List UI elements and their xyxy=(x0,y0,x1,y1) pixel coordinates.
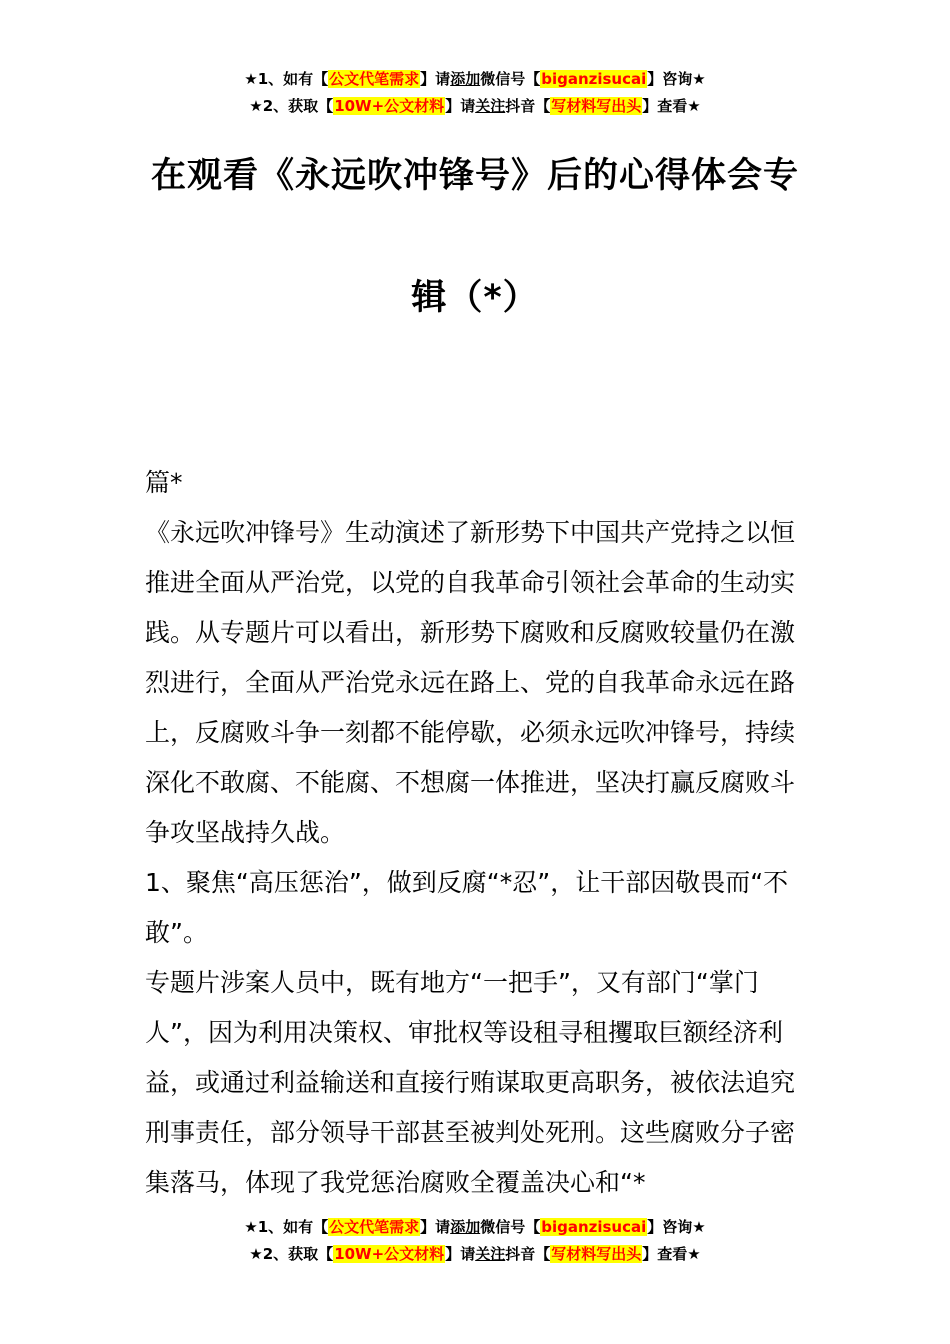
banner-text: 】查看★ xyxy=(642,1245,701,1263)
banner-text: 】咨询★ xyxy=(647,1218,706,1236)
banner-text: 】咨询★ xyxy=(647,70,706,88)
banner-text: ★2、获取【 xyxy=(249,1245,334,1263)
banner-highlight: biganzisucai xyxy=(541,70,647,88)
banner-underline: 添加 xyxy=(450,1218,481,1236)
banner-text: 】请 xyxy=(445,1245,476,1263)
banner-underline: 关注 xyxy=(475,1245,506,1263)
banner-text: 抖音【 xyxy=(505,97,551,115)
paragraph: 专题片涉案人员中，既有地方“一把手”，又有部门“掌门人”，因为利用决策权、审批权等设租寻租攫取巨额经济利益，或通过利益输送和直接行贿谋取更高职务，被依法追究刑事责任，部分领导干部甚至被判处死刑。这些腐败分子密集落马，体现了我党惩治腐败全覆盖决心和“* xyxy=(145,968,796,1197)
paragraph: 《永远吹冲锋号》生动演述了新形势下中国共产党持之以恒推进全面从严治党，以党的自我革命引领社会革命的生动实践。从专题片可以看出，新形势下腐败和反腐败较量仍在激烈进行，全面从严治党永远在路上、党的自我革命永远在路上，反腐败斗争一刻都不能停歇，必须永远吹冲锋号，持续深化不敢腐、不能腐、不想腐一体推进，坚决打赢反腐败斗争攻坚战持久战。 xyxy=(145,518,796,847)
paragraph-heading: 1、聚焦“高压惩治”，做到反腐“*忍”，让干部因敬畏而“不敢”。 xyxy=(145,868,789,947)
banner-highlight: 公文代笔需求 xyxy=(329,1218,420,1236)
banner-text: ★2、获取【 xyxy=(249,97,334,115)
banner-underline: 添加 xyxy=(450,70,481,88)
banner-line-2 xyxy=(0,93,950,120)
banner-text: 】请 xyxy=(420,1218,451,1236)
banner-line-1 xyxy=(0,66,950,93)
header-banner xyxy=(0,66,950,120)
banner-text: 】请 xyxy=(445,97,476,115)
banner-highlight: biganzisucai xyxy=(541,1218,647,1236)
banner-text: 抖音【 xyxy=(505,1245,551,1263)
document-title-line-2: 辑（*） xyxy=(411,278,539,318)
document-title-line-1: 在观看《永远吹冲锋号》后的心得体会专 xyxy=(150,156,799,196)
banner-text: 微信号【 xyxy=(480,70,541,88)
banner-text: 微信号【 xyxy=(480,1218,541,1236)
banner-line-2 xyxy=(0,1241,950,1268)
banner-highlight: 10W+公文材料 xyxy=(334,97,445,115)
banner-highlight: 写材料写出头 xyxy=(551,1245,642,1263)
document-body xyxy=(145,458,807,1208)
banner-highlight: 公文代笔需求 xyxy=(329,70,420,88)
banner-highlight: 10W+公文材料 xyxy=(334,1245,445,1263)
banner-text: ★1、如有【 xyxy=(244,1218,329,1236)
section-label: 篇* xyxy=(145,468,183,497)
banner-line-1 xyxy=(0,1214,950,1241)
banner-underline: 关注 xyxy=(475,97,506,115)
banner-text: 】请 xyxy=(420,70,451,88)
banner-text: 】查看★ xyxy=(642,97,701,115)
banner-text: ★1、如有【 xyxy=(244,70,329,88)
banner-highlight: 写材料写出头 xyxy=(551,97,642,115)
footer-banner xyxy=(0,1214,950,1268)
